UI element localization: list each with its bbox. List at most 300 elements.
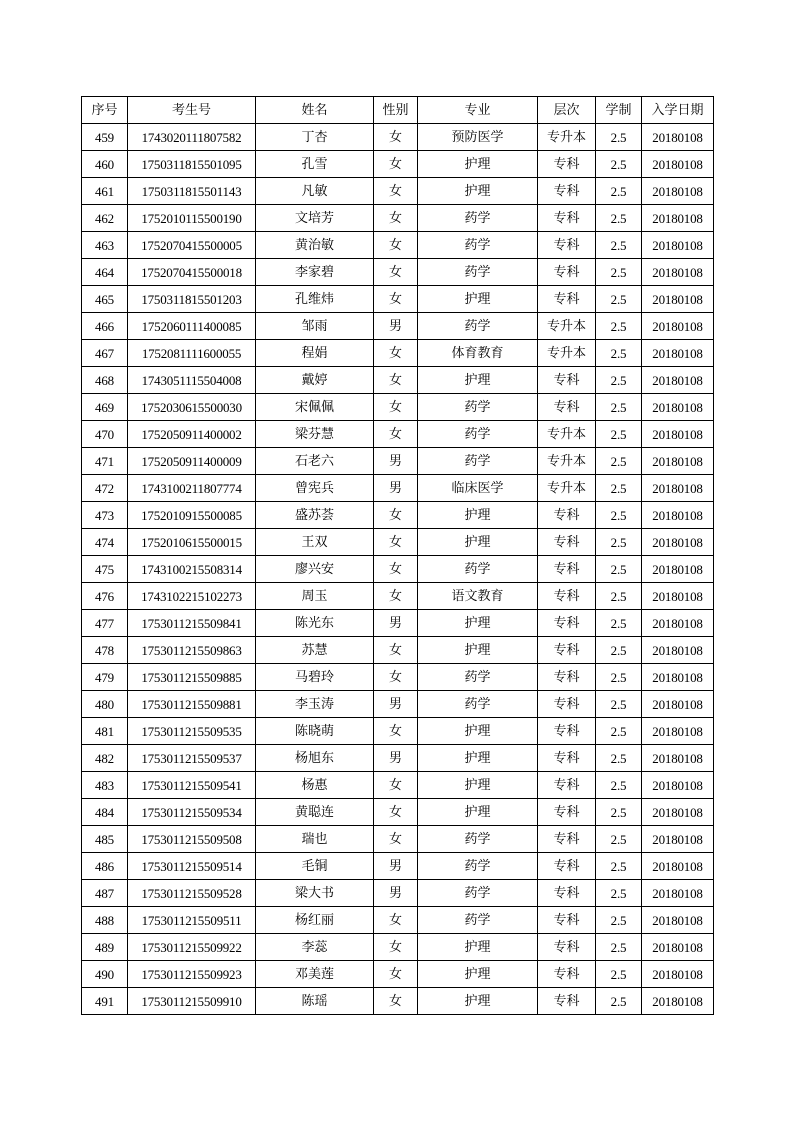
duration-cell: 2.5 <box>596 259 642 286</box>
table-row <box>82 178 714 205</box>
enrollment-date-cell: 20180108 <box>642 502 714 529</box>
major-cell: 护理 <box>418 637 538 664</box>
enrollment-date-cell: 20180108 <box>642 718 714 745</box>
level-cell: 专科 <box>538 799 596 826</box>
enrollment-date-cell: 20180108 <box>642 772 714 799</box>
name-cell: 王双 <box>256 529 374 556</box>
index-cell: 464 <box>82 259 128 286</box>
table-row <box>82 583 714 610</box>
enrollment-date-cell: 20180108 <box>642 880 714 907</box>
index-cell: 474 <box>82 529 128 556</box>
major-cell: 药学 <box>418 205 538 232</box>
level-cell: 专科 <box>538 907 596 934</box>
index-cell: 479 <box>82 664 128 691</box>
gender-cell: 女 <box>374 664 418 691</box>
level-cell: 专科 <box>538 232 596 259</box>
gender-cell: 女 <box>374 124 418 151</box>
index-cell: 469 <box>82 394 128 421</box>
name-cell: 梁大书 <box>256 880 374 907</box>
gender-cell: 男 <box>374 880 418 907</box>
gender-cell: 女 <box>374 556 418 583</box>
major-cell: 护理 <box>418 961 538 988</box>
major-cell: 护理 <box>418 772 538 799</box>
major-cell: 护理 <box>418 151 538 178</box>
level-cell: 专科 <box>538 988 596 1015</box>
duration-cell: 2.5 <box>596 367 642 394</box>
level-cell: 专科 <box>538 637 596 664</box>
level-cell: 专科 <box>538 583 596 610</box>
name-cell: 丁杏 <box>256 124 374 151</box>
index-cell: 484 <box>82 799 128 826</box>
major-cell: 药学 <box>418 664 538 691</box>
level-cell: 专科 <box>538 502 596 529</box>
header-row <box>82 97 714 124</box>
table-row <box>82 880 714 907</box>
major-cell: 护理 <box>418 610 538 637</box>
gender-cell: 女 <box>374 772 418 799</box>
table-row <box>82 664 714 691</box>
index-cell: 475 <box>82 556 128 583</box>
header-cell-gender: 性别 <box>374 97 418 124</box>
exam-number-cell: 1753011215509841 <box>128 610 256 637</box>
exam-number-cell: 1752030615500030 <box>128 394 256 421</box>
duration-cell: 2.5 <box>596 691 642 718</box>
duration-cell: 2.5 <box>596 664 642 691</box>
table-body <box>82 124 714 1015</box>
index-cell: 462 <box>82 205 128 232</box>
major-cell: 预防医学 <box>418 124 538 151</box>
exam-number-cell: 1753011215509881 <box>128 691 256 718</box>
enrollment-date-cell: 20180108 <box>642 475 714 502</box>
enrollment-date-cell: 20180108 <box>642 637 714 664</box>
gender-cell: 女 <box>374 529 418 556</box>
exam-number-cell: 1753011215509534 <box>128 799 256 826</box>
table-row <box>82 124 714 151</box>
table-row <box>82 421 714 448</box>
name-cell: 毛铜 <box>256 853 374 880</box>
gender-cell: 男 <box>374 448 418 475</box>
name-cell: 苏慧 <box>256 637 374 664</box>
level-cell: 专科 <box>538 880 596 907</box>
gender-cell: 男 <box>374 691 418 718</box>
gender-cell: 女 <box>374 205 418 232</box>
exam-number-cell: 1753011215509535 <box>128 718 256 745</box>
table-row <box>82 556 714 583</box>
index-cell: 459 <box>82 124 128 151</box>
exam-number-cell: 1750311815501095 <box>128 151 256 178</box>
major-cell: 护理 <box>418 934 538 961</box>
exam-number-cell: 1753011215509910 <box>128 988 256 1015</box>
table-row <box>82 529 714 556</box>
major-cell: 护理 <box>418 988 538 1015</box>
index-cell: 491 <box>82 988 128 1015</box>
enrollment-date-cell: 20180108 <box>642 205 714 232</box>
exam-number-cell: 1752070415500005 <box>128 232 256 259</box>
name-cell: 杨旭东 <box>256 745 374 772</box>
duration-cell: 2.5 <box>596 961 642 988</box>
major-cell: 药学 <box>418 907 538 934</box>
table-row <box>82 286 714 313</box>
gender-cell: 女 <box>374 232 418 259</box>
major-cell: 药学 <box>418 313 538 340</box>
gender-cell: 女 <box>374 340 418 367</box>
enrollment-date-cell: 20180108 <box>642 853 714 880</box>
table-row <box>82 610 714 637</box>
level-cell: 专科 <box>538 826 596 853</box>
duration-cell: 2.5 <box>596 988 642 1015</box>
enrollment-date-cell: 20180108 <box>642 448 714 475</box>
duration-cell: 2.5 <box>596 502 642 529</box>
name-cell: 杨惠 <box>256 772 374 799</box>
name-cell: 孔雪 <box>256 151 374 178</box>
level-cell: 专科 <box>538 745 596 772</box>
header-cell-level: 层次 <box>538 97 596 124</box>
table-row <box>82 232 714 259</box>
exam-number-cell: 1753011215509923 <box>128 961 256 988</box>
enrollment-date-cell: 20180108 <box>642 529 714 556</box>
major-cell: 药学 <box>418 421 538 448</box>
duration-cell: 2.5 <box>596 394 642 421</box>
student-roster-table <box>81 96 714 1015</box>
gender-cell: 女 <box>374 394 418 421</box>
gender-cell: 女 <box>374 826 418 853</box>
enrollment-date-cell: 20180108 <box>642 421 714 448</box>
major-cell: 护理 <box>418 718 538 745</box>
name-cell: 宋佩佩 <box>256 394 374 421</box>
enrollment-date-cell: 20180108 <box>642 259 714 286</box>
duration-cell: 2.5 <box>596 556 642 583</box>
name-cell: 凡敏 <box>256 178 374 205</box>
exam-number-cell: 1753011215509511 <box>128 907 256 934</box>
major-cell: 护理 <box>418 529 538 556</box>
index-cell: 478 <box>82 637 128 664</box>
duration-cell: 2.5 <box>596 529 642 556</box>
exam-number-cell: 1743102215102273 <box>128 583 256 610</box>
enrollment-date-cell: 20180108 <box>642 124 714 151</box>
level-cell: 专科 <box>538 934 596 961</box>
header-cell-exam-number: 考生号 <box>128 97 256 124</box>
table-row <box>82 988 714 1015</box>
major-cell: 药学 <box>418 394 538 421</box>
header-cell-index: 序号 <box>82 97 128 124</box>
name-cell: 陈瑶 <box>256 988 374 1015</box>
table-row <box>82 637 714 664</box>
index-cell: 470 <box>82 421 128 448</box>
table-row <box>82 907 714 934</box>
table-row <box>82 448 714 475</box>
duration-cell: 2.5 <box>596 205 642 232</box>
duration-cell: 2.5 <box>596 340 642 367</box>
major-cell: 药学 <box>418 826 538 853</box>
level-cell: 专科 <box>538 205 596 232</box>
level-cell: 专科 <box>538 772 596 799</box>
duration-cell: 2.5 <box>596 286 642 313</box>
name-cell: 梁芬慧 <box>256 421 374 448</box>
gender-cell: 女 <box>374 637 418 664</box>
gender-cell: 男 <box>374 475 418 502</box>
index-cell: 468 <box>82 367 128 394</box>
major-cell: 药学 <box>418 691 538 718</box>
gender-cell: 男 <box>374 853 418 880</box>
duration-cell: 2.5 <box>596 421 642 448</box>
exam-number-cell: 1752060111400085 <box>128 313 256 340</box>
duration-cell: 2.5 <box>596 826 642 853</box>
level-cell: 专升本 <box>538 340 596 367</box>
name-cell: 李家碧 <box>256 259 374 286</box>
table-row <box>82 394 714 421</box>
table-row <box>82 961 714 988</box>
exam-number-cell: 1750311815501203 <box>128 286 256 313</box>
index-cell: 476 <box>82 583 128 610</box>
table-row <box>82 826 714 853</box>
table-row <box>82 691 714 718</box>
major-cell: 护理 <box>418 502 538 529</box>
level-cell: 专升本 <box>538 475 596 502</box>
level-cell: 专科 <box>538 529 596 556</box>
enrollment-date-cell: 20180108 <box>642 799 714 826</box>
table-row <box>82 799 714 826</box>
name-cell: 曾宪兵 <box>256 475 374 502</box>
level-cell: 专科 <box>538 610 596 637</box>
table-row <box>82 853 714 880</box>
level-cell: 专科 <box>538 664 596 691</box>
level-cell: 专科 <box>538 691 596 718</box>
duration-cell: 2.5 <box>596 313 642 340</box>
index-cell: 480 <box>82 691 128 718</box>
exam-number-cell: 1752010115500190 <box>128 205 256 232</box>
major-cell: 体育教育 <box>418 340 538 367</box>
name-cell: 戴婷 <box>256 367 374 394</box>
level-cell: 专升本 <box>538 421 596 448</box>
table-row <box>82 934 714 961</box>
enrollment-date-cell: 20180108 <box>642 961 714 988</box>
index-cell: 461 <box>82 178 128 205</box>
gender-cell: 女 <box>374 961 418 988</box>
index-cell: 463 <box>82 232 128 259</box>
level-cell: 专科 <box>538 853 596 880</box>
exam-number-cell: 1752010615500015 <box>128 529 256 556</box>
index-cell: 485 <box>82 826 128 853</box>
name-cell: 陈晓萌 <box>256 718 374 745</box>
enrollment-date-cell: 20180108 <box>642 583 714 610</box>
exam-number-cell: 1743100215508314 <box>128 556 256 583</box>
level-cell: 专科 <box>538 718 596 745</box>
exam-number-cell: 1753011215509528 <box>128 880 256 907</box>
gender-cell: 女 <box>374 151 418 178</box>
index-cell: 467 <box>82 340 128 367</box>
duration-cell: 2.5 <box>596 151 642 178</box>
gender-cell: 女 <box>374 502 418 529</box>
enrollment-date-cell: 20180108 <box>642 394 714 421</box>
name-cell: 杨红丽 <box>256 907 374 934</box>
major-cell: 护理 <box>418 286 538 313</box>
level-cell: 专科 <box>538 259 596 286</box>
index-cell: 487 <box>82 880 128 907</box>
major-cell: 语文教育 <box>418 583 538 610</box>
gender-cell: 女 <box>374 178 418 205</box>
enrollment-date-cell: 20180108 <box>642 367 714 394</box>
enrollment-date-cell: 20180108 <box>642 151 714 178</box>
enrollment-date-cell: 20180108 <box>642 907 714 934</box>
exam-number-cell: 1752070415500018 <box>128 259 256 286</box>
name-cell: 邓美莲 <box>256 961 374 988</box>
table-row <box>82 367 714 394</box>
enrollment-date-cell: 20180108 <box>642 610 714 637</box>
major-cell: 药学 <box>418 448 538 475</box>
name-cell: 李玉涛 <box>256 691 374 718</box>
name-cell: 陈光东 <box>256 610 374 637</box>
exam-number-cell: 1753011215509922 <box>128 934 256 961</box>
level-cell: 专科 <box>538 556 596 583</box>
duration-cell: 2.5 <box>596 637 642 664</box>
exam-number-cell: 1752050911400009 <box>128 448 256 475</box>
enrollment-date-cell: 20180108 <box>642 286 714 313</box>
exam-number-cell: 1752050911400002 <box>128 421 256 448</box>
duration-cell: 2.5 <box>596 880 642 907</box>
major-cell: 护理 <box>418 745 538 772</box>
name-cell: 石老六 <box>256 448 374 475</box>
exam-number-cell: 1753011215509863 <box>128 637 256 664</box>
gender-cell: 男 <box>374 313 418 340</box>
name-cell: 李蕊 <box>256 934 374 961</box>
major-cell: 药学 <box>418 556 538 583</box>
duration-cell: 2.5 <box>596 232 642 259</box>
level-cell: 专科 <box>538 178 596 205</box>
gender-cell: 女 <box>374 799 418 826</box>
duration-cell: 2.5 <box>596 853 642 880</box>
exam-number-cell: 1752010915500085 <box>128 502 256 529</box>
header-cell-enrollment-date: 入学日期 <box>642 97 714 124</box>
gender-cell: 女 <box>374 286 418 313</box>
major-cell: 药学 <box>418 880 538 907</box>
level-cell: 专科 <box>538 367 596 394</box>
name-cell: 盛苏荟 <box>256 502 374 529</box>
index-cell: 465 <box>82 286 128 313</box>
duration-cell: 2.5 <box>596 799 642 826</box>
table-row <box>82 772 714 799</box>
major-cell: 临床医学 <box>418 475 538 502</box>
duration-cell: 2.5 <box>596 907 642 934</box>
duration-cell: 2.5 <box>596 448 642 475</box>
name-cell: 文培芳 <box>256 205 374 232</box>
duration-cell: 2.5 <box>596 610 642 637</box>
gender-cell: 女 <box>374 259 418 286</box>
enrollment-date-cell: 20180108 <box>642 826 714 853</box>
major-cell: 药学 <box>418 853 538 880</box>
exam-number-cell: 1743100211807774 <box>128 475 256 502</box>
name-cell: 孔维炜 <box>256 286 374 313</box>
table-row <box>82 340 714 367</box>
gender-cell: 女 <box>374 583 418 610</box>
index-cell: 490 <box>82 961 128 988</box>
header-cell-name: 姓名 <box>256 97 374 124</box>
major-cell: 护理 <box>418 178 538 205</box>
exam-number-cell: 1743020111807582 <box>128 124 256 151</box>
table-row <box>82 502 714 529</box>
name-cell: 马碧玲 <box>256 664 374 691</box>
gender-cell: 女 <box>374 718 418 745</box>
table-row <box>82 205 714 232</box>
index-cell: 466 <box>82 313 128 340</box>
enrollment-date-cell: 20180108 <box>642 988 714 1015</box>
gender-cell: 女 <box>374 907 418 934</box>
index-cell: 483 <box>82 772 128 799</box>
name-cell: 程娟 <box>256 340 374 367</box>
enrollment-date-cell: 20180108 <box>642 556 714 583</box>
exam-number-cell: 1743051115504008 <box>128 367 256 394</box>
enrollment-date-cell: 20180108 <box>642 178 714 205</box>
enrollment-date-cell: 20180108 <box>642 745 714 772</box>
gender-cell: 女 <box>374 934 418 961</box>
table-row <box>82 259 714 286</box>
index-cell: 472 <box>82 475 128 502</box>
level-cell: 专升本 <box>538 124 596 151</box>
duration-cell: 2.5 <box>596 934 642 961</box>
name-cell: 邹雨 <box>256 313 374 340</box>
enrollment-date-cell: 20180108 <box>642 691 714 718</box>
index-cell: 473 <box>82 502 128 529</box>
duration-cell: 2.5 <box>596 583 642 610</box>
index-cell: 471 <box>82 448 128 475</box>
header-cell-major: 专业 <box>418 97 538 124</box>
enrollment-date-cell: 20180108 <box>642 340 714 367</box>
level-cell: 专科 <box>538 961 596 988</box>
major-cell: 药学 <box>418 232 538 259</box>
table-row <box>82 475 714 502</box>
name-cell: 黄聪连 <box>256 799 374 826</box>
gender-cell: 女 <box>374 421 418 448</box>
duration-cell: 2.5 <box>596 178 642 205</box>
name-cell: 瑞也 <box>256 826 374 853</box>
table-row <box>82 313 714 340</box>
gender-cell: 女 <box>374 367 418 394</box>
enrollment-date-cell: 20180108 <box>642 664 714 691</box>
exam-number-cell: 1752081111600055 <box>128 340 256 367</box>
major-cell: 护理 <box>418 367 538 394</box>
enrollment-date-cell: 20180108 <box>642 232 714 259</box>
level-cell: 专升本 <box>538 313 596 340</box>
header-cell-duration: 学制 <box>596 97 642 124</box>
table-row <box>82 745 714 772</box>
level-cell: 专科 <box>538 394 596 421</box>
index-cell: 460 <box>82 151 128 178</box>
exam-number-cell: 1753011215509885 <box>128 664 256 691</box>
duration-cell: 2.5 <box>596 745 642 772</box>
name-cell: 廖兴安 <box>256 556 374 583</box>
duration-cell: 2.5 <box>596 718 642 745</box>
major-cell: 药学 <box>418 259 538 286</box>
index-cell: 481 <box>82 718 128 745</box>
exam-number-cell: 1753011215509541 <box>128 772 256 799</box>
gender-cell: 男 <box>374 610 418 637</box>
exam-number-cell: 1753011215509508 <box>128 826 256 853</box>
enrollment-date-cell: 20180108 <box>642 934 714 961</box>
exam-number-cell: 1750311815501143 <box>128 178 256 205</box>
duration-cell: 2.5 <box>596 772 642 799</box>
table-row <box>82 718 714 745</box>
name-cell: 黄治敏 <box>256 232 374 259</box>
index-cell: 488 <box>82 907 128 934</box>
level-cell: 专科 <box>538 151 596 178</box>
level-cell: 专科 <box>538 286 596 313</box>
index-cell: 486 <box>82 853 128 880</box>
gender-cell: 男 <box>374 745 418 772</box>
index-cell: 489 <box>82 934 128 961</box>
exam-number-cell: 1753011215509514 <box>128 853 256 880</box>
index-cell: 477 <box>82 610 128 637</box>
table-row <box>82 151 714 178</box>
name-cell: 周玉 <box>256 583 374 610</box>
